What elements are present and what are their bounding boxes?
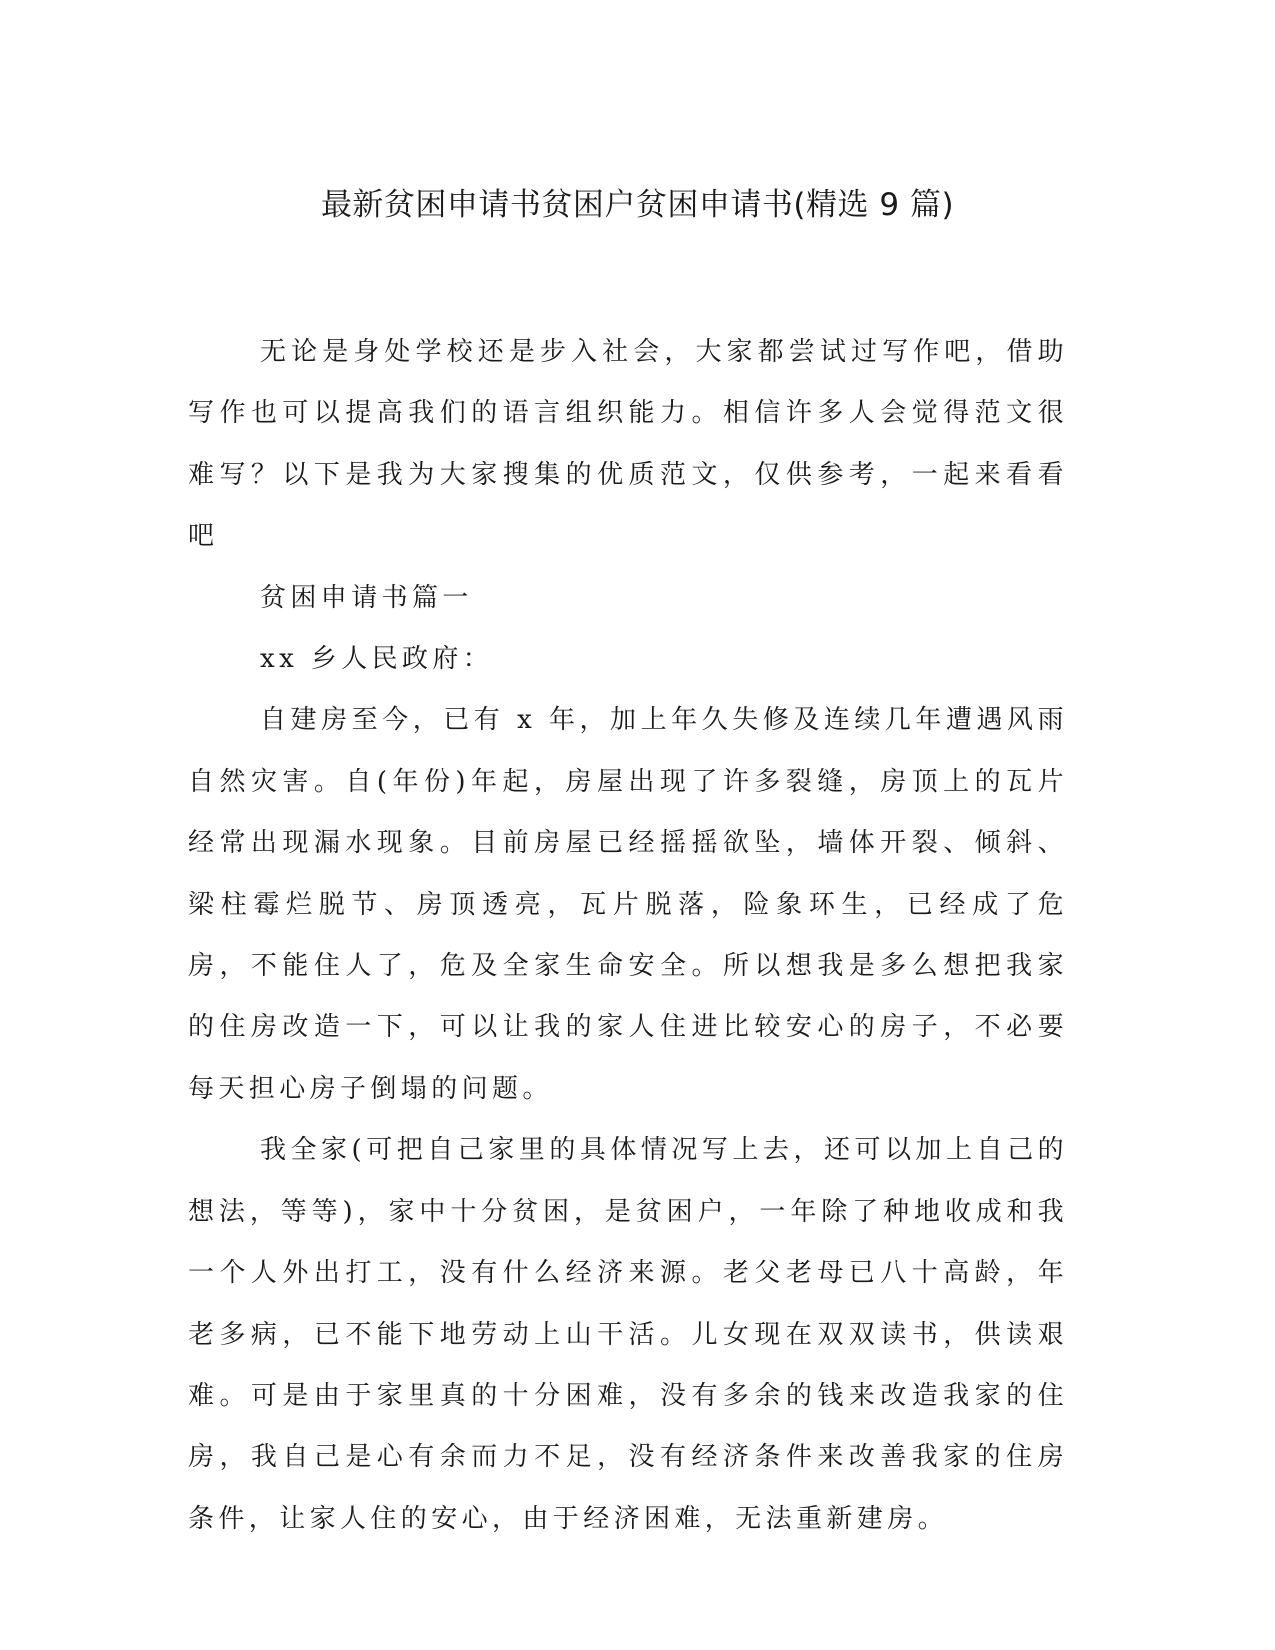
salutation: xx 乡人民政府： [260, 644, 494, 675]
section-heading: 贫困申请书篇一 [260, 582, 473, 613]
intro-paragraph: 无论是身处学校还是步入社会，大家都尝试过写作吧，借助写作也可以提高我们的语言组织能力。相信许多人会觉得范文很难写？以下是我为大家搜集的优质范文，仅供参考，一起来看看吧 [188, 337, 1068, 552]
document-body [188, 322, 1068, 1550]
body-paragraph: 自建房至今，已有 x 年，加上年久失修及连续几年遭遇风雨自然灾害。自(年份)年起，房屋出现了许多裂缝，房顶上的瓦片经常出现漏水现象。目前房屋已经摇摇欲坠，墙体开裂、倾斜、梁柱霉烂脱节、房顶透亮，瓦片脱落，险象环生，已经成了危房，不能住人了，危及全家生命安全。所以想我是多么想把我家的住房改造一下，可以让我的家人住进比较安心的房子，不必要每天担心房子倒塌的问题。 [188, 705, 1068, 1104]
document-title: 最新贫困申请书贫困户贫困申请书(精选 9 篇) [320, 187, 955, 223]
body-paragraph: 我全家(可把自己家里的具体情况写上去，还可以加上自己的想法，等等)，家中十分贫困，是贫困户，一年除了种地收成和我一个人外出打工，没有什么经济来源。老父老母已八十高龄，年老多病，已不能下地劳动上山干活。儿女现在双双读书，供读艰难。可是由于家里真的十分困难，没有多余的钱来改造我家的住房，我自己是心有余而力不足，没有经济条件来改善我家的住房条件，让家人住的安心，由于经济困难，无法重新建房。 [188, 1135, 1068, 1534]
